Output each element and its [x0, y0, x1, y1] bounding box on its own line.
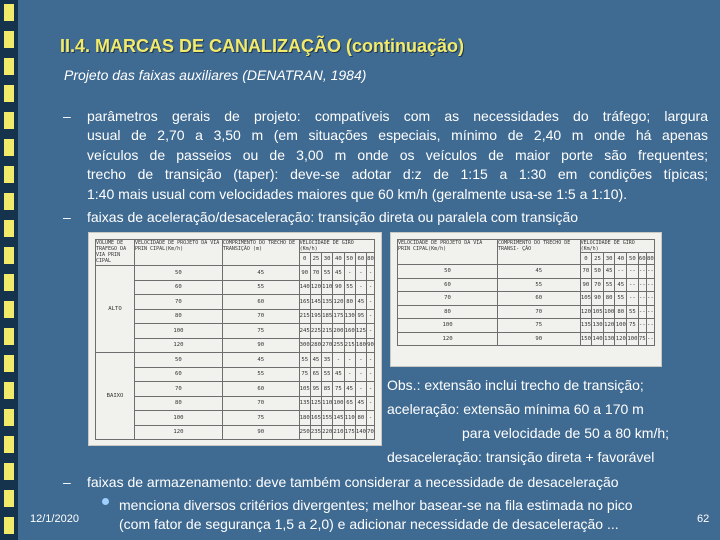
header-volume: VOLUME DE TRAFEGO DA VIA PRIN CIPAL — [96, 240, 135, 266]
gire-speed-header: 30 — [322, 253, 333, 266]
table-cell: 35 — [322, 353, 333, 368]
table-cell: - — [367, 266, 375, 281]
table-cell: 120 — [333, 295, 344, 310]
table-cell: 90 — [580, 278, 592, 292]
table-cell: 45 — [310, 353, 321, 368]
header-gire: VELOCIDADE DE GIRO (Km/h) — [299, 240, 374, 253]
bullet-line: veículos de passeios ou de 3,00 m onde os veículos de maior porte são frequentes; — [87, 146, 708, 163]
header-speed: VELOCIDADE DE PROJETO DA VIA PRIN CIPAL(Km/h) — [135, 240, 223, 266]
table-cell: 45 — [355, 396, 366, 411]
obs-line: aceleração: extensão mínima 60 a 170 m — [387, 401, 644, 417]
table-cell: 90 — [299, 266, 310, 281]
table-cell: - — [367, 353, 375, 368]
table-cell: 135 — [580, 319, 592, 333]
strip-dash — [4, 4, 14, 21]
acceleration-table — [397, 239, 655, 346]
table-cell: 105 — [299, 382, 310, 397]
table-cell: 245 — [299, 324, 310, 339]
table-cell: 90 — [333, 280, 344, 295]
dash-marker: – — [63, 209, 71, 225]
table-cell: -- — [646, 319, 654, 333]
table-cell: - — [367, 324, 375, 339]
gire-speed-header: 40 — [615, 253, 627, 265]
table-cell: - — [367, 367, 375, 382]
table-cell: 120 — [603, 319, 615, 333]
table-cell: 300 — [299, 338, 310, 353]
table-cell: 70 — [135, 295, 223, 310]
table-cell: 50 — [592, 265, 604, 279]
bullet-line: trecho de transição (taper): deve-se adotar d:z de 1:15 a 1:30 em condições típicas; — [87, 166, 708, 183]
table-cell: 195 — [310, 309, 321, 324]
table-cell: - — [355, 280, 366, 295]
table-cell: 70 — [135, 382, 223, 397]
table-cell: 130 — [344, 309, 355, 324]
bullet-line: 1:40 mais usual com velocidades maiores que 60 km/h (geralmente usa-se 1:5 a 1:10). — [87, 185, 628, 202]
table-cell: - — [355, 367, 366, 382]
table-cell: -- — [627, 265, 639, 279]
strip-dash — [4, 220, 14, 237]
strip-dash — [4, 31, 14, 48]
table-cell: 70 — [222, 309, 299, 324]
table-cell: - — [367, 280, 375, 295]
table-cell: 100 — [135, 324, 223, 339]
strip-dash — [4, 139, 14, 156]
table-cell: 45 — [355, 295, 366, 310]
table-cell: - — [367, 411, 375, 426]
table-cell: 60 — [222, 382, 299, 397]
table-cell: -- — [615, 265, 627, 279]
table-cell: 255 — [333, 338, 344, 353]
table-cell: 160 — [344, 324, 355, 339]
obs-line: desaceleração: transição direta + favorável — [387, 449, 655, 465]
table-cell: 60 — [135, 280, 223, 295]
table-cell: - — [367, 295, 375, 310]
table-cell: -- — [627, 292, 639, 306]
table-cell: 140 — [355, 425, 366, 440]
table-cell: 110 — [344, 411, 355, 426]
table-cell: 95 — [355, 309, 366, 324]
table-cell: - — [355, 382, 366, 397]
strip-dash — [4, 193, 14, 210]
table-cell: 70 — [367, 425, 375, 440]
table-cell: 120 — [615, 332, 627, 346]
table-cell: - — [355, 353, 366, 368]
bullet-text: faixas de armazenamento: deve também considerar a necessidade de desaceleração — [87, 474, 619, 490]
table-cell: - — [355, 266, 366, 281]
table-cell: 50 — [135, 353, 223, 368]
table-cell: -- — [638, 319, 646, 333]
table-cell: 60 — [222, 295, 299, 310]
table-cell: 180 — [355, 338, 366, 353]
table-cell: 45 — [222, 266, 299, 281]
gire-speed-header: 60 — [638, 253, 646, 265]
table-cell: 65 — [344, 396, 355, 411]
table-cell: 45 — [333, 367, 344, 382]
table-cell: 80 — [344, 295, 355, 310]
table-cell: 145 — [333, 411, 344, 426]
table-cell: 135 — [299, 396, 310, 411]
table-cell: 75 — [638, 332, 646, 346]
table-cell: 55 — [615, 292, 627, 306]
table-cell: 270 — [322, 338, 333, 353]
table-cell: 135 — [322, 295, 333, 310]
table-cell: 110 — [322, 396, 333, 411]
strip-dash — [4, 355, 14, 372]
table-cell: 130 — [603, 332, 615, 346]
table-right-image — [390, 232, 662, 367]
bullet-accel-decel — [63, 208, 708, 227]
table-cell: 120 — [398, 332, 498, 346]
table-cell: 75 — [222, 411, 299, 426]
table-cell: -- — [638, 305, 646, 319]
strip-dash — [4, 409, 14, 426]
table-cell: 250 — [299, 425, 310, 440]
header-speed: VELOCIDADE DE PROJETO DA VIA PRIN CIPAL(Km/h) — [398, 240, 498, 265]
table-cell: - — [344, 266, 355, 281]
strip-dash — [4, 328, 14, 345]
table-cell: 70 — [498, 305, 581, 319]
gire-speed-header: 0 — [299, 253, 310, 266]
table-cell: 125 — [355, 324, 366, 339]
table-cell: 80 — [398, 305, 498, 319]
table-cell: 175 — [333, 309, 344, 324]
table-cell: 55 — [322, 266, 333, 281]
deceleration-table — [95, 239, 375, 440]
table-cell: 80 — [135, 309, 223, 324]
bullet-parameters — [63, 107, 708, 204]
strip-dash — [4, 166, 14, 183]
table-cell: 280 — [310, 338, 321, 353]
table-cell: 200 — [333, 324, 344, 339]
table-cell: 70 — [398, 292, 498, 306]
sub-bullet-line: (com fator de segurança 1,5 a 2,0) e adicionar necessidade de desaceleração ... — [119, 516, 619, 533]
table-cell: 75 — [299, 367, 310, 382]
table-cell: 45 — [222, 353, 299, 368]
table-cell: 55 — [627, 305, 639, 319]
table-cell: 225 — [310, 324, 321, 339]
table-cell: 120 — [135, 425, 223, 440]
page-number: 62 — [697, 513, 710, 525]
gire-speed-header: 50 — [344, 253, 355, 266]
dash-marker: – — [63, 108, 71, 124]
table-left-image — [88, 232, 382, 446]
table-cell: 180 — [299, 411, 310, 426]
table-cell: 45 — [498, 265, 581, 279]
gire-speed-header: 80 — [646, 253, 654, 265]
table-cell: 70 — [310, 266, 321, 281]
table-cell: 140 — [592, 332, 604, 346]
table-cell: 70 — [592, 278, 604, 292]
table-cell: 105 — [580, 292, 592, 306]
table-cell: 90 — [222, 425, 299, 440]
table-cell: 140 — [299, 280, 310, 295]
table-cell: 45 — [615, 278, 627, 292]
table-cell: 55 — [222, 367, 299, 382]
header-gire: VELOCIDADE DE GIRO (Km/h) — [580, 240, 654, 253]
strip-dash — [4, 382, 14, 399]
header-length: COMPRIMENTO DO TRECHO DE TRANSI- ÇÃO — [498, 240, 581, 265]
strip-dash — [4, 85, 14, 102]
strip-dash — [4, 247, 14, 264]
table-cell: 50 — [398, 265, 498, 279]
table-cell: 215 — [299, 309, 310, 324]
table-cell: 90 — [222, 338, 299, 353]
table-cell: -- — [646, 265, 654, 279]
slide-date: 12/1/2020 — [30, 513, 79, 525]
table-cell: 100 — [603, 305, 615, 319]
table-cell: - — [367, 309, 375, 324]
table-cell: - — [344, 367, 355, 382]
table-cell: 155 — [322, 411, 333, 426]
table-cell: 145 — [310, 295, 321, 310]
dash-marker: – — [63, 474, 71, 490]
table-cell: -- — [646, 292, 654, 306]
table-cell: 50 — [135, 266, 223, 281]
table-cell: 55 — [603, 278, 615, 292]
table-cell: 55 — [322, 367, 333, 382]
table-cell: 100 — [398, 319, 498, 333]
table-cell: 65 — [310, 367, 321, 382]
table-cell: 45 — [344, 382, 355, 397]
table-cell: 55 — [344, 280, 355, 295]
table-cell: 60 — [498, 292, 581, 306]
sub-bullet-line: menciona diversos critérios divergentes; melhor basear-se na fila estimada no pico — [119, 497, 633, 513]
table-cell: 210 — [333, 425, 344, 440]
table-cell: 100 — [627, 332, 639, 346]
left-decorative-strip — [0, 0, 18, 540]
table-cell: 80 — [355, 411, 366, 426]
group-label: ALTO — [96, 266, 135, 353]
table-cell: 90 — [592, 292, 604, 306]
bullet-line: usual de 2,70 a 3,50 m (em situações especiais, mínimo de 2,40 m onde há apenas — [87, 127, 708, 144]
table-cell: 75 — [333, 382, 344, 397]
table-cell: 215 — [344, 338, 355, 353]
strip-dash — [4, 274, 14, 291]
strip-dash — [4, 463, 14, 480]
table-cell: -- — [638, 292, 646, 306]
table-cell: 175 — [344, 425, 355, 440]
table-cell: 80 — [603, 292, 615, 306]
table-cell: - — [333, 353, 344, 368]
table-cell: 75 — [627, 319, 639, 333]
slide-title: II.4. MARCAS DE CANALIZAÇÃO (continuação) — [60, 36, 465, 56]
strip-dash — [4, 517, 14, 534]
gire-speed-header: 25 — [592, 253, 604, 265]
table-cell: 80 — [615, 305, 627, 319]
table-cell: 70 — [580, 265, 592, 279]
table-cell: -- — [646, 305, 654, 319]
strip-dash — [4, 301, 14, 318]
table-cell: 185 — [322, 309, 333, 324]
obs-line: para velocidade de 50 a 80 km/h; — [462, 425, 670, 441]
table-cell: 165 — [310, 411, 321, 426]
gire-speed-header: 40 — [333, 253, 344, 266]
table-cell: 235 — [310, 425, 321, 440]
group-label: BAIXO — [96, 353, 135, 440]
table-cell: 120 — [580, 305, 592, 319]
table-cell: 100 — [135, 411, 223, 426]
table-cell: 220 — [322, 425, 333, 440]
table-cell: 130 — [592, 319, 604, 333]
table-cell: 215 — [322, 324, 333, 339]
strip-dash — [4, 436, 14, 453]
strip-dash — [4, 58, 14, 75]
table-cell: 95 — [310, 382, 321, 397]
table-cell: 90 — [367, 338, 375, 353]
table-cell: -- — [638, 278, 646, 292]
table-cell: 100 — [333, 396, 344, 411]
table-cell: 55 — [498, 278, 581, 292]
table-cell: 165 — [299, 295, 310, 310]
header-length: COMPRIMENTO DO TRECHO DE TRANSIÇÃO (m) — [222, 240, 299, 266]
table-cell: 125 — [310, 396, 321, 411]
gire-speed-header: 30 — [603, 253, 615, 265]
table-cell: -- — [646, 332, 654, 346]
gire-speed-header: 0 — [580, 253, 592, 265]
bullet-line: parâmetros gerais de projeto: compatíveis com as necessidades do tráfego; largura — [87, 108, 708, 124]
gire-speed-header: 80 — [367, 253, 375, 266]
table-cell: - — [367, 396, 375, 411]
table-cell: 55 — [222, 280, 299, 295]
strip-dash — [4, 490, 14, 507]
table-cell: - — [367, 382, 375, 397]
table-cell: -- — [638, 265, 646, 279]
gire-speed-header: 25 — [310, 253, 321, 266]
table-cell: 60 — [135, 367, 223, 382]
table-cell: 75 — [498, 319, 581, 333]
table-cell: 70 — [222, 396, 299, 411]
table-cell: 150 — [580, 332, 592, 346]
bullet-text: faixas de aceleração/desaceleração: transição direta ou paralela com transição — [87, 209, 579, 225]
bullet-storage — [63, 473, 708, 492]
table-cell: 55 — [299, 353, 310, 368]
table-cell: -- — [646, 278, 654, 292]
strip-dash — [4, 112, 14, 129]
table-cell: 100 — [615, 319, 627, 333]
sub-bullet-criteria — [119, 496, 709, 535]
table-cell: 120 — [310, 280, 321, 295]
table-cell: 110 — [322, 280, 333, 295]
table-cell: 80 — [135, 396, 223, 411]
obs-line: Obs.: extensão inclui trecho de transição; — [387, 377, 644, 393]
table-cell: 90 — [498, 332, 581, 346]
gire-speed-header: 50 — [627, 253, 639, 265]
slide-subtitle: Projeto das faixas auxiliares (DENATRAN, 1984) — [64, 67, 367, 83]
table-cell: 75 — [222, 324, 299, 339]
table-cell: - — [344, 353, 355, 368]
table-cell: -- — [627, 278, 639, 292]
table-cell: 105 — [592, 305, 604, 319]
table-cell: 60 — [398, 278, 498, 292]
table-cell: 45 — [603, 265, 615, 279]
table-cell: 120 — [135, 338, 223, 353]
sub-bullet-dot-icon — [102, 498, 109, 505]
gire-speed-header: 60 — [355, 253, 366, 266]
table-cell: 45 — [333, 266, 344, 281]
table-cell: 85 — [322, 382, 333, 397]
